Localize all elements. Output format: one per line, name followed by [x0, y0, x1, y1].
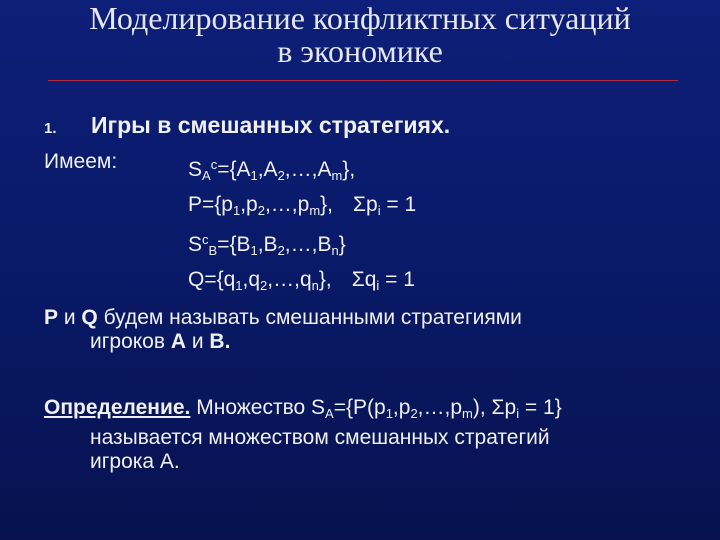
section-heading	[44, 112, 450, 139]
formula-probabilities-p: $P=\{p_1,p_2,\dots,p_m\}$, $\Sigma p_i = 1$	[188, 193, 417, 218]
formula-strategy-set-a: $S_A^c=\{A_1,A_2,\dots,A_m\}$,	[188, 157, 356, 183]
section-heading-text: Игры в смешанных стратегиях.	[91, 112, 451, 138]
slide-title	[0, 2, 720, 68]
definition-paragraph: Определение. Множество $S_A=\{P(p_1,p_2,\dots,p_m)$, $\Sigma p_i = 1$} называется множеством смешанных стратегий игрока А.	[44, 396, 562, 473]
title-line-1: Моделирование конфликтных ситуаций	[89, 0, 631, 36]
formula-strategy-set-b: $S^c_B=\{B_1,B_2,\dots,B_n\}$	[188, 232, 346, 258]
formula-probabilities-q: $Q=\{q_1,q_2,\dots,q_n\}$, $\Sigma q_i = 1$	[188, 268, 415, 293]
have-label: Имеем:	[44, 150, 118, 173]
formula-block	[188, 150, 416, 300]
mixed-strategies-paragraph: P и Q будем называть смешанными стратегиями игроков А и В.	[44, 306, 522, 353]
definition-label: Определение.	[44, 396, 191, 419]
title-divider	[48, 80, 678, 81]
title-line-2: в экономике	[277, 33, 443, 69]
section-number: 1.	[44, 120, 57, 137]
